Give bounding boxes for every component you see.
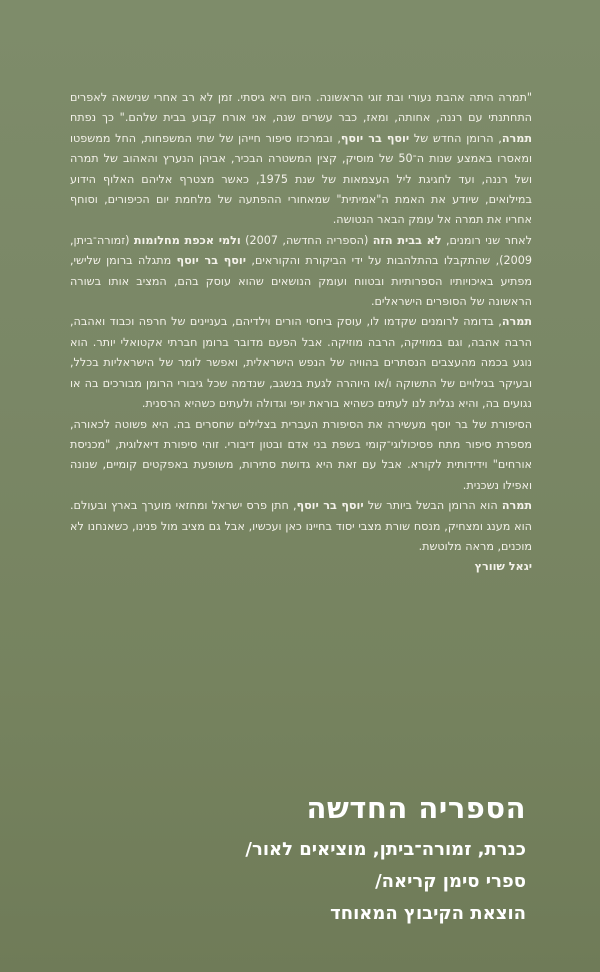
author-name-mention: יוסף בר יוסף [176,254,247,268]
publisher-imprint-line: כנרת, זמורה־ביתן, מוציאים לאור/ [245,839,526,860]
previous-novel-title: לא בבית הזה [372,233,442,247]
blurb-text: הוא הרומן הבשל ביותר של [363,499,502,513]
book-title-mention: תמרה [501,315,532,329]
book-title-mention: תמרה [501,499,532,513]
back-cover-blurb [70,88,532,578]
blurb-text: , בדומה לרומנים שקדמו לו, עוסק ביחסי הורים וילדיהם, בעניינים של חרפה וכבוד ואהבה, הרבה אהבה, וגם במוזיקה, הרבה מוזיקה. אבל הפעם מדובר ברומן חברתי אקטואלי יותר. הוא נוגע בכמה מהעצבים הנסתרים בהוויה של הנפש הישראלית, ואפשר לומר של הישראליות בכלל, ובעיקר בגילויים של התשוקה ו/או היוהרה לגעת בנשגב, שנדמה שכל גיבורי הרומן מבורכים בה או נגועים בה, והיא נגלית לנו לעתים כשהיא בוראת יופי וגדולה ולעתים כשהיא הרסנית. [70,315,532,411]
blurb-text: "תמרה היתה אהבת נעורי ובת זוגי הראשונה. היום היא גיסתי. זמן לא רב אחרי שנישאה לאפרים התחתנתי עם רננה, אחותה, ומאז, כבר עשרים שנה, אני אורח קבוע בבית שלהם." כך נפתח [70,91,532,125]
blurb-text: לאחר שני רומנים, [441,233,533,247]
blurb-paragraph-1 [70,88,532,231]
blurb-text: , חתן פרס ישראל ומחזאי מוערך בארץ ובעולם. הוא מענג ומצחיק, מנסח שורת מצבי יסוד בחיינו כאן ועכשיו, אבל גם מציב מול פנינו, כשאנחנו לא מוכנים, מראה מלוטשת. [70,499,532,553]
blurb-paragraph-3 [70,312,532,414]
blurb-paragraph-2 [70,231,532,313]
publisher-imprint-line: ספרי סימן קריאה/ [375,871,526,892]
blurb-text: , ובמרכזו סיפור חייהן של שתי המשפחות, החל ממשפטו ומאסרו באמצע שנות ה־50 של מוסיק, קצין המשטרה הבכיר, אביהן הנערץ והאהוב של תמרה ושל רננה, ועד לחגיגת ליל העצמאות של שנת 1975, כאשר מצטרף אליהם האלוף הידוע במילואים, שיודע את האמת ה"אמיתית" שמאחורי ההפתעה של מלחמת יום הכיפורים, וסוחף אחריו את תמרה אל עומק הבאר הנטושה. [70,131,533,227]
blurb-text: , הרומן החדש של [409,131,502,145]
blurb-text: (הספריה החדשה, 2007) [240,233,373,247]
book-title-mention: תמרה [501,131,532,145]
blurb-text: (זמורה־ביתן, 2009), שהתקבלו בהתלהבות על ידי הביקורת והקוראים, [70,233,532,268]
blurb-paragraph-5 [70,496,532,557]
publisher-block [66,788,526,930]
publisher-series-name: הספריה החדשה [306,791,526,825]
blurb-signature: יגאל שוורץ [474,560,532,574]
previous-novel-title: ולמי אכפת מחלומות [133,233,241,247]
author-name-mention: יוסף בר יוסף [296,499,364,513]
author-name-mention: יוסף בר יוסף [340,131,410,145]
blurb-paragraph-4 [70,415,532,497]
publisher-imprint-line: הוצאת הקיבוץ המאוחד [330,903,526,924]
blurb-text: הסיפורת של בר יוסף מעשירה את הסיפורת העברית בצלילים שחסרים בה. היא פשוטה לכאורה, מספרת סיפור מתח פסיכולוגי־קומי בשפת בני אדם ובטון דיבורי. זוהי סיפורת דיאלוגית, "מכניסת אורחים" וידידותית לקורא. אבל עם זאת היא גדושת סתירות, משופעת באפקטים קומיים, שנונה ואפילו נשכנית. [70,417,532,492]
blurb-text: מתגלה ברומן שלישי, מפתיע באיכויותיו הספרותיות ובטווח ועומק הנושאים שהוא עוסק בהם, המציב אותו בשורה הראשונה של הסופרים הישראלים. [70,254,532,309]
